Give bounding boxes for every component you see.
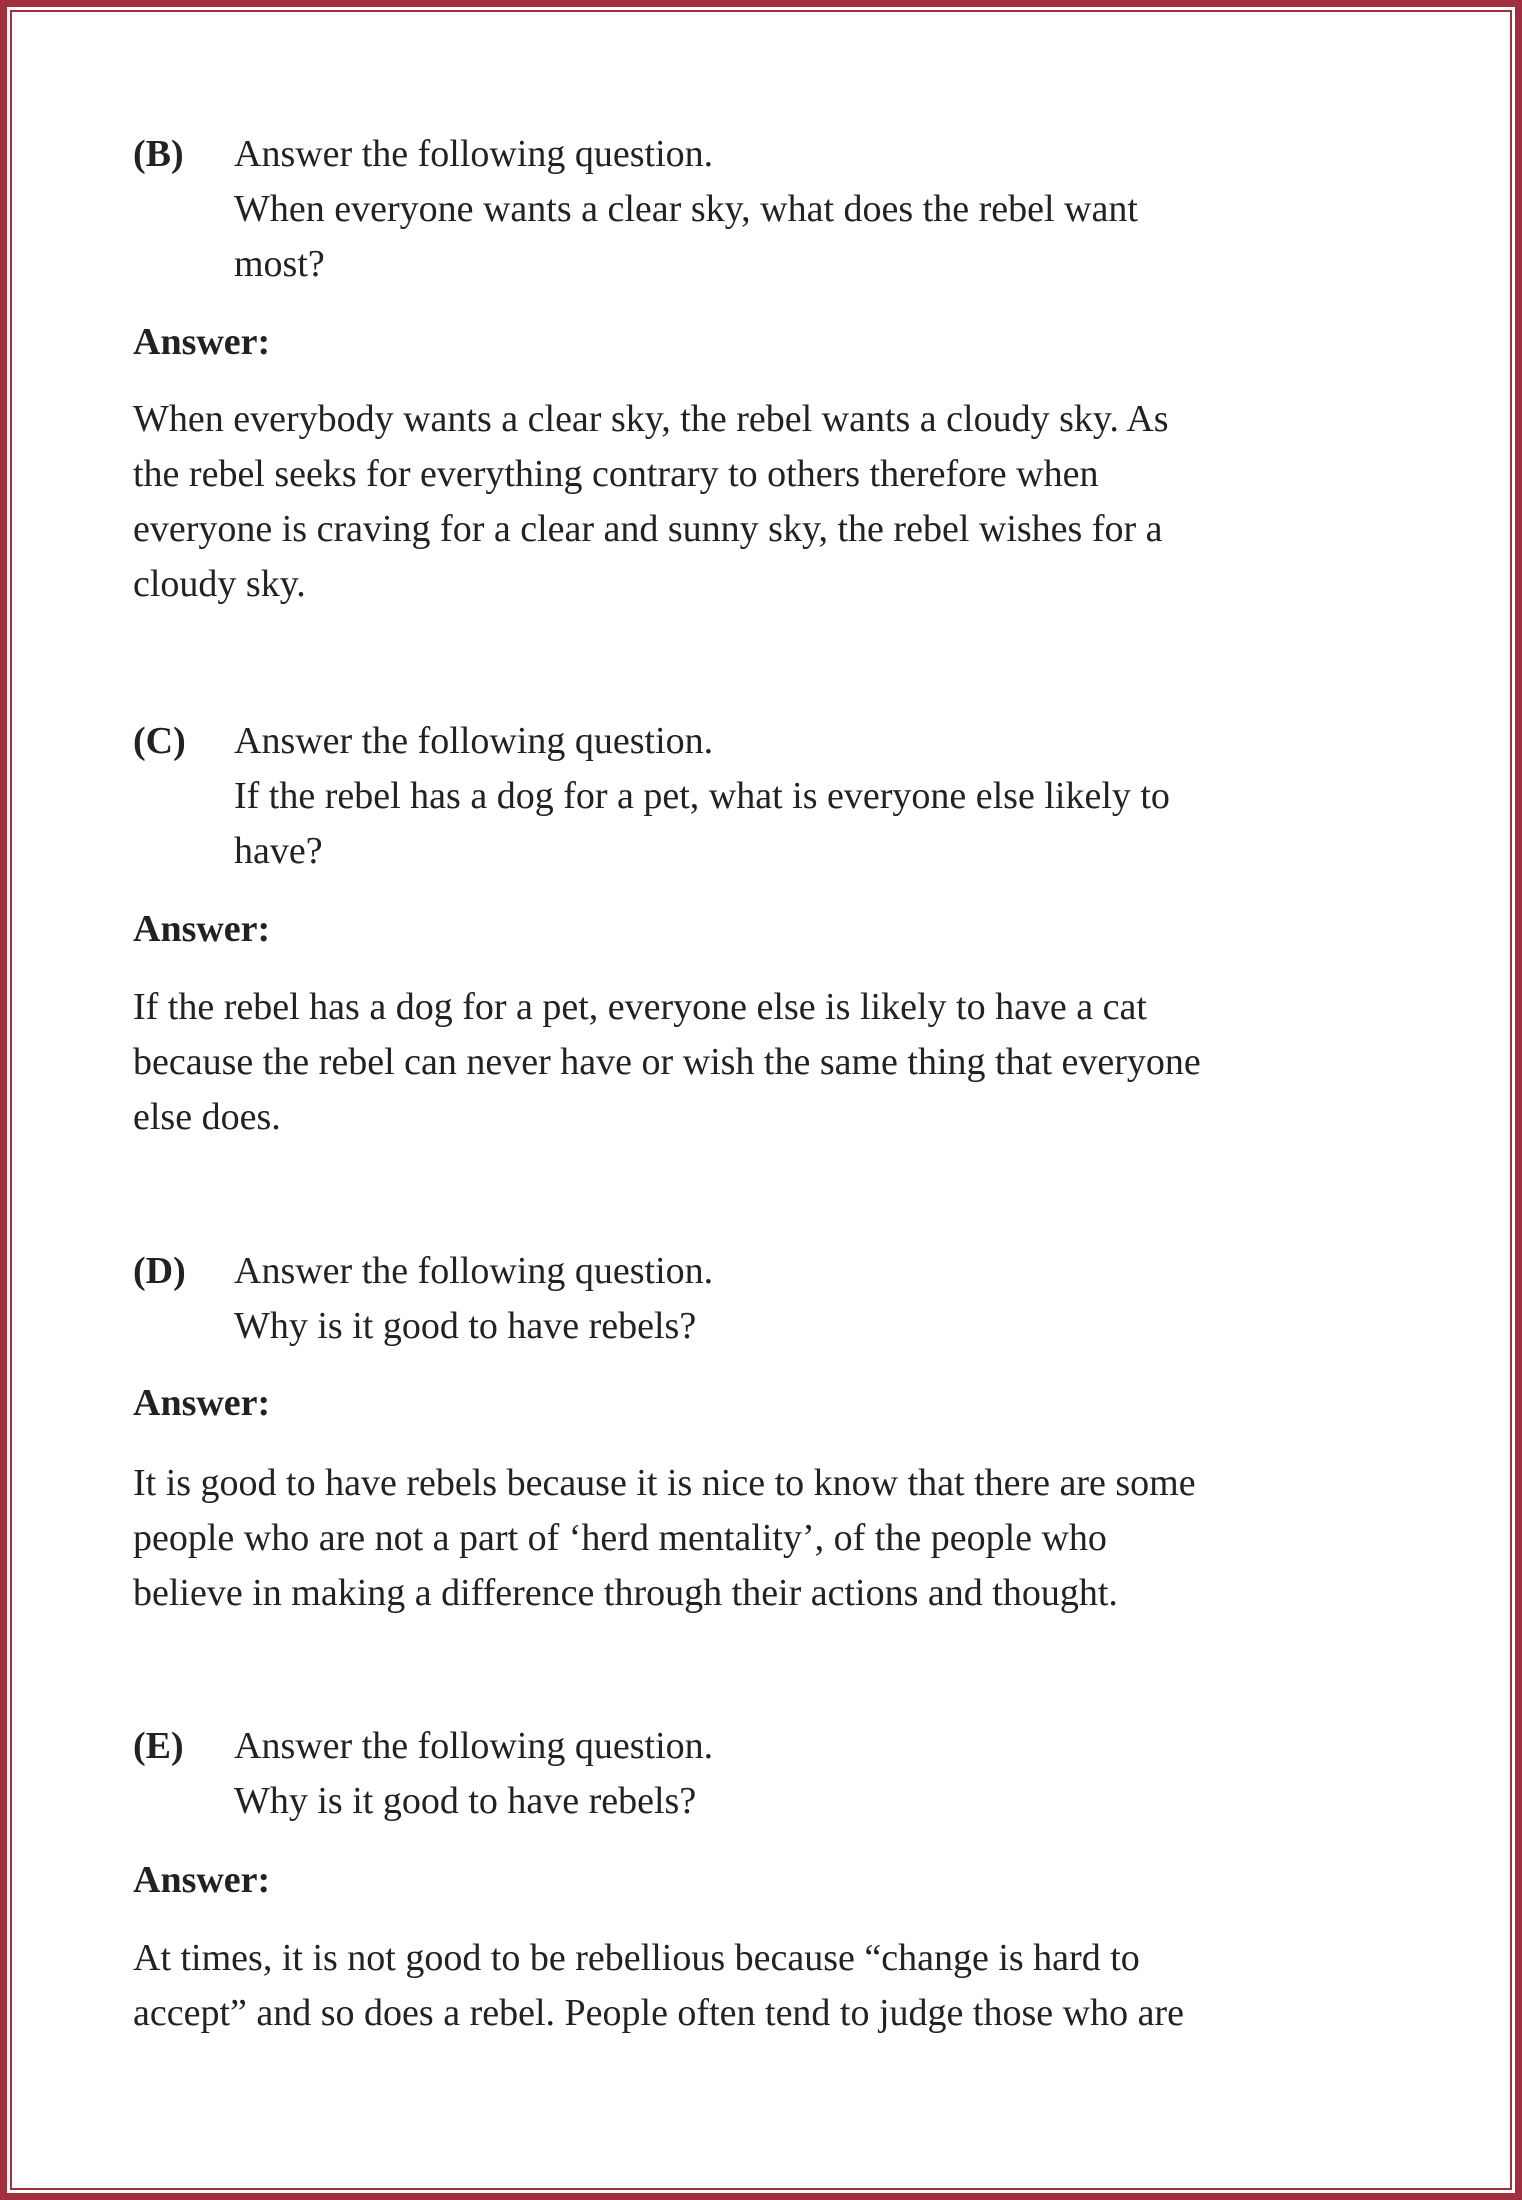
answer-heading: Answer: — [133, 1382, 271, 1424]
answer-text — [133, 1931, 1184, 2041]
question-number: (D) — [133, 1250, 186, 1292]
question-number: (C) — [133, 720, 186, 762]
answer-line: accept” and so does a rebel. People often tend to judge those who are — [133, 1992, 1184, 2034]
answer-heading: Answer: — [133, 1859, 271, 1901]
question-number: (B) — [133, 133, 184, 175]
answer-line: believe in making a difference through their actions and thought. — [133, 1572, 1118, 1614]
answer-line: the rebel seeks for everything contrary to others therefore when — [133, 453, 1099, 495]
answer-line: It is good to have rebels because it is nice to know that there are some — [133, 1462, 1196, 1504]
question-text — [234, 714, 1170, 879]
answer-text — [133, 1456, 1196, 1621]
answer-line: cloudy sky. — [133, 563, 306, 605]
question-line: have? — [234, 830, 323, 872]
answer-line: everyone is craving for a clear and sunny sky, the rebel wishes for a — [133, 508, 1163, 550]
answer-heading: Answer: — [133, 321, 271, 363]
answer-line: At times, it is not good to be rebellious because “change is hard to — [133, 1937, 1140, 1979]
answer-line: people who are not a part of ‘herd mentality’, of the people who — [133, 1517, 1107, 1559]
question-line: If the rebel has a dog for a pet, what is everyone else likely to — [234, 775, 1170, 817]
answer-line: When everybody wants a clear sky, the rebel wants a cloudy sky. As — [133, 398, 1169, 440]
question-text — [234, 1719, 713, 1829]
question-line: When everyone wants a clear sky, what does the rebel want — [234, 188, 1138, 230]
answer-line: because the rebel can never have or wish the same thing that everyone — [133, 1041, 1201, 1083]
answer-text — [133, 980, 1201, 1145]
question-line: Why is it good to have rebels? — [234, 1305, 697, 1347]
answer-line: else does. — [133, 1096, 281, 1138]
question-number: (E) — [133, 1725, 184, 1767]
question-line: most? — [234, 243, 325, 285]
answer-heading: Answer: — [133, 908, 271, 950]
question-line: Answer the following question. — [234, 1250, 714, 1292]
question-line: Why is it good to have rebels? — [234, 1780, 697, 1822]
question-text — [234, 127, 1138, 292]
question-text — [234, 1244, 713, 1354]
question-line: Answer the following question. — [234, 1725, 714, 1767]
question-line: Answer the following question. — [234, 133, 714, 175]
question-line: Answer the following question. — [234, 720, 714, 762]
answer-line: If the rebel has a dog for a pet, everyone else is likely to have a cat — [133, 986, 1147, 1028]
answer-text — [133, 392, 1169, 612]
